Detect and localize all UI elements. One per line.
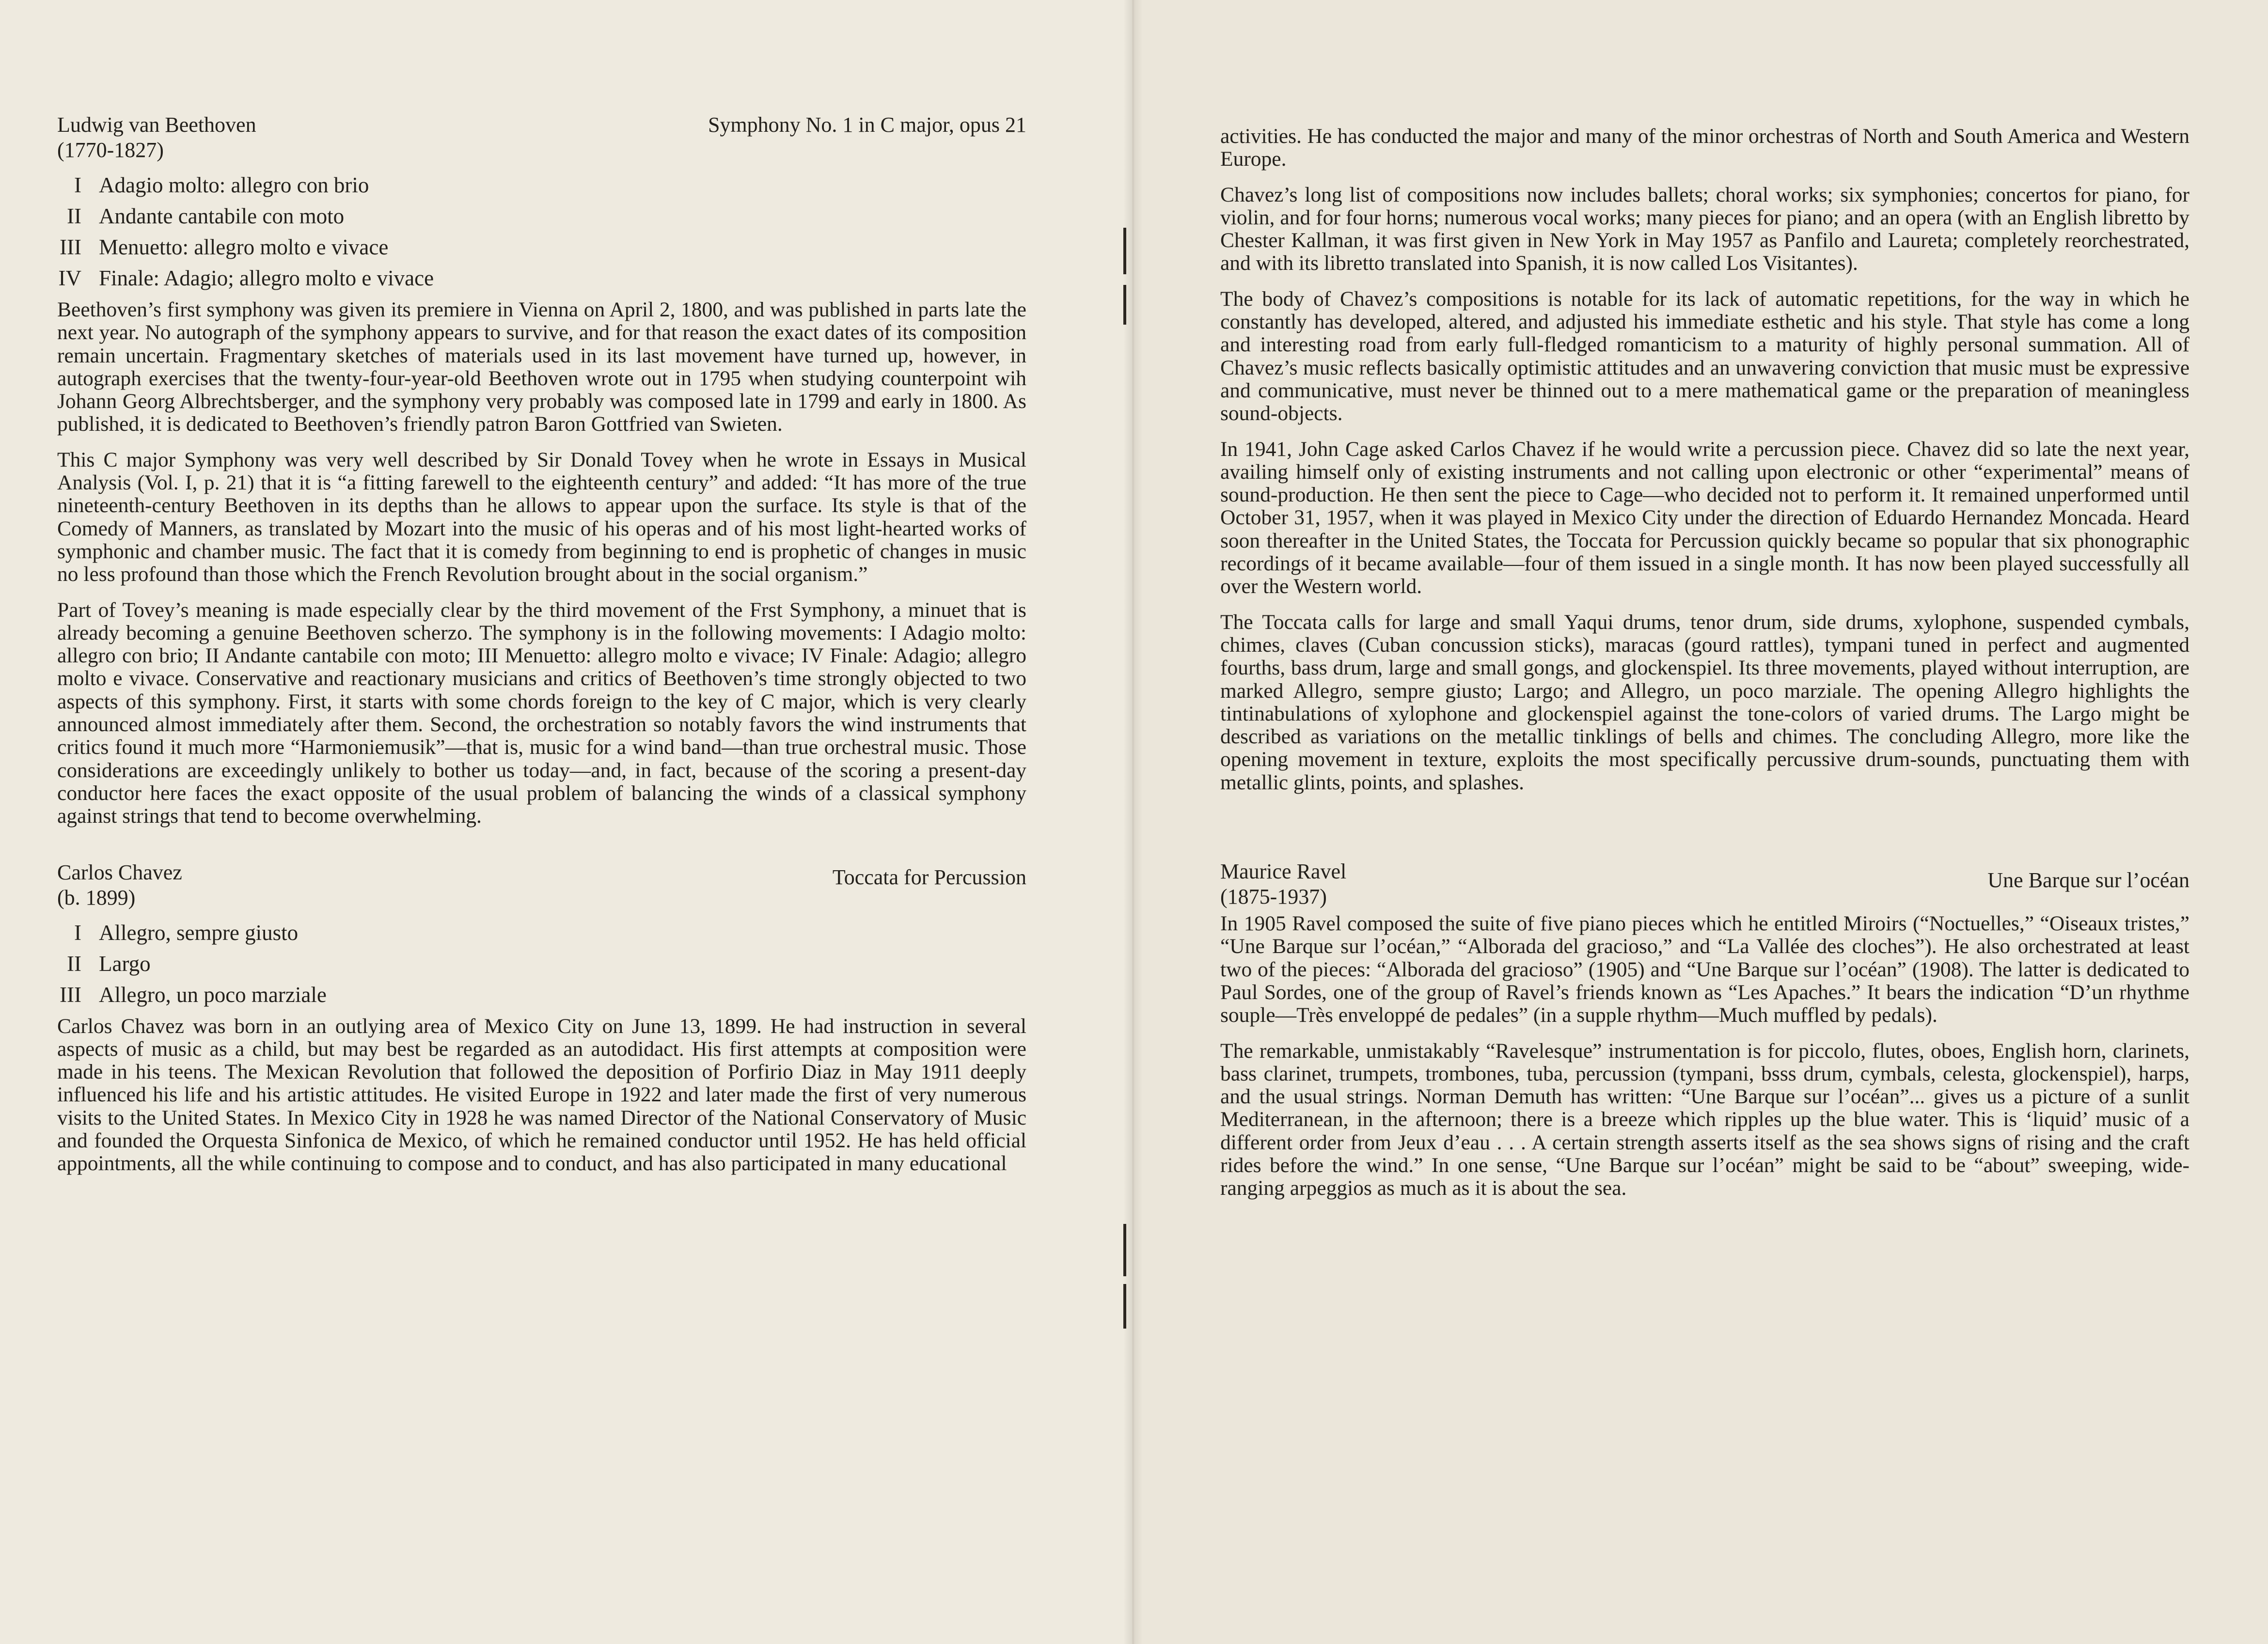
body-paragraph: Part of Tovey’s meaning is made especially clear by the third movement of the Frst Symphony, a minuet that is already becoming a genuine Beethoven scherzo. The symphony is in the following movements: I Adagio molto: allegro con brio; II Andante cantabile con moto; III Menuetto: allegro molto e vivace; IV Finale: Adagio; allegro molto e vivace. Conservative and reactionary musicians and critics of Beethoven’s time strongly objected to two aspects of this symphony. First, it starts with some chords foreign to the key of C major, which is very clearly announced almost immediately after them. Second, the orchestration so notably favors the wind instruments that critics found it much more “Harmoniemusik”—that is, music for a wind band—than true orchestral music. Those considerations are exceedingly unlikely to bother us today—and, in fact, because of the scoring a present-day conductor here faces the exact opposite of the usual problem of balancing the winds of a classical symphony against strings that tend to become overwhelming. bbox=[57, 598, 1026, 828]
composer-dates: (b. 1899) bbox=[57, 885, 136, 909]
body-paragraph: Beethoven’s first symphony was given its premiere in Vienna on April 2, 1800, and was published in parts late the next year. No autograph of the symphony appears to survive, and for that reason the exact dates of its composition remain uncertain. Fragmentary sketches of materials used in its last movement have turned up, however, in autograph exercises that the twenty-four-year-old Beethoven wrote out in 1795 when studying counterpoint wih Johann Georg Albrechtsberger, and the symphony very probably was composed late in 1799 and early in 1800. As published, it is dedicated to Beethoven’s friendly patron Baron Gottfried van Swieten. bbox=[57, 298, 1026, 436]
work-title: Toccata for Percussion bbox=[832, 865, 1026, 889]
composer-dates: (1770-1827) bbox=[57, 138, 164, 162]
movement-number: IV bbox=[58, 266, 81, 290]
movement-list bbox=[57, 170, 1026, 294]
movement-title: Adagio molto: allegro con brio bbox=[99, 173, 369, 197]
body-paragraph: activities. He has conducted the major and many of the minor orchestras of North and South America and Western Europe. bbox=[1220, 125, 2189, 171]
movement-title: Allegro, sempre giusto bbox=[99, 920, 299, 945]
movement-number: I bbox=[74, 920, 81, 945]
movement-item bbox=[57, 917, 1026, 948]
movement-item bbox=[57, 232, 1026, 263]
margin-mark bbox=[1123, 1224, 1126, 1276]
left-column bbox=[57, 112, 1026, 1188]
body-paragraph: The remarkable, unmistakably “Ravelesque” instrumentation is for piccolo, flutes, oboes, English horn, clarinets, bass clarinet, trumpets, trombones, tuba, percussion (tympani, bsss drum, cymbals, celesta, glockenspiel), harps, and the usual strings. Norman Demuth has written: “Une Barque sur l’océan”... gives us a picture of a sunlit Mediterranean, in the afternoon; there is a breeze which ripples up the blue water. This is ‘liquid’ music of a different order from Jeux d’eau . . . A certain strength asserts itself as the sea shows signs of rising and the craft rides before the wind.” In one sense, “Une Barque sur l’océan” might be said to be “about” sweeping, wide-ranging arpeggios as much as it is about the sea. bbox=[1220, 1039, 2189, 1200]
movement-title: Andante cantabile con moto bbox=[99, 204, 345, 228]
margin-mark bbox=[1123, 1284, 1126, 1329]
movement-item bbox=[57, 201, 1026, 232]
work-title: Symphony No. 1 in C major, opus 21 bbox=[708, 113, 1026, 137]
body-paragraph: In 1905 Ravel composed the suite of five piano pieces which he entitled Miroirs (“Noctuelles,” “Oiseaux tristes,” “Une Barque sur l’océan,” “Alborada del gracioso,” and “La Vallée des cloches”). He also orchestrated at least two of the pieces: “Alborada del gracioso” (1905) and “Une Barque sur l’océan” (1908). The latter is dedicated to Paul Sordes, one of the group of Ravel’s friends known as “Les Apaches.” It bears the indication “D’un rhythme souple—Très enveloppé de pedales” (in a supple rhythm—Much muffled by pedals). bbox=[1220, 912, 2189, 1027]
body-paragraph: In 1941, John Cage asked Carlos Chavez if he would write a percussion piece. Chavez did so late the next year, availing himself only of existing instruments and not calling upon electronic or other “experimental” means of sound-production. He then sent the piece to Cage—who decided not to perform it. It remained unperformed until October 31, 1957, when it was played in Mexico City under the direction of Eduardo Hernandez Moncada. Heard soon thereafter in the United States, the Toccata for Percussion quickly became so popular that six phonographic recordings of it became available—four of them issued in a single month. It has now been played successfully all over the Western world. bbox=[1220, 437, 2189, 598]
movement-title: Finale: Adagio; allegro molto e vivace bbox=[99, 266, 434, 290]
movement-number: III bbox=[60, 982, 81, 1007]
movement-item bbox=[57, 948, 1026, 979]
body-paragraph: The body of Chavez’s compositions is notable for its lack of automatic repetitions, for the way in which he constantly has developed, altered, and adjusted his immediate esthetic and his style. That style has come a long and interesting road from early full-fledged romanticism to a maturity of highly personal summation. All of Chavez’s music reflects basically optimistic attitudes and an unwavering conviction that music must be expressive and communicative, must never be thinned out to a mere mathematical game or the preparation of meaningless sound-objects. bbox=[1220, 287, 2189, 425]
chavez-header bbox=[57, 860, 1026, 910]
right-column bbox=[1220, 125, 2189, 1213]
margin-mark bbox=[1123, 228, 1126, 274]
composer-dates: (1875-1937) bbox=[1220, 885, 1327, 909]
movement-list bbox=[57, 917, 1026, 1010]
work-title: Une Barque sur l’océan bbox=[1987, 868, 2189, 892]
movement-item bbox=[57, 170, 1026, 201]
body-paragraph: Chavez’s long list of compositions now includes ballets; choral works; six symphonies; concertos for piano, for violin, and for four horns; numerous vocal works; many pieces for piano; and an opera (with an English libretto by Chester Kallman, it was first given in New York in May 1957 as Panfilo and Laureta; completely reorchestrated, and with its libretto translated into Spanish, it is now called Los Visitantes). bbox=[1220, 183, 2189, 275]
margin-mark bbox=[1123, 285, 1126, 325]
movement-item bbox=[57, 263, 1026, 294]
movement-title: Menuetto: allegro molto e vivace bbox=[99, 235, 389, 259]
composer-name: Ludwig van Beethoven bbox=[57, 113, 256, 137]
body-paragraph: The Toccata calls for large and small Yaqui drums, tenor drum, side drums, xylophone, suspended cymbals, chimes, claves (Cuban concussion sticks), maracas (gourd rattles), tympani tuned in perfect and augmented fourths, bass drum, large and small gongs, and glockenspiel. Its three movements, played without interruption, are marked Allegro, sempre giusto; Largo; and Allegro, un poco marziale. The opening Allegro highlights the tintinabulations of xylophone and glockenspiel against the tone-colors of varied drums. The Largo might be described as variations on the metallic tinklings of bells and chimes. The concluding Allegro, more like the opening movement in texture, exploits the most specifically percussive drum-sounds, punctuating them with metallic glints, points, and splashes. bbox=[1220, 610, 2189, 794]
composer-name: Maurice Ravel bbox=[1220, 860, 1347, 884]
movement-title: Largo bbox=[99, 951, 151, 976]
movement-number: III bbox=[60, 235, 81, 259]
movement-number: II bbox=[67, 951, 81, 976]
movement-item bbox=[57, 979, 1026, 1010]
beethoven-header bbox=[57, 112, 1026, 163]
body-paragraph: Carlos Chavez was born in an outlying area of Mexico City on June 13, 1899. He had instruction in several aspects of music as a child, but may best be regarded as an autodidact. His first attempts at composition were made in his teens. The Mexican Revolution that followed the deposition of Porfirio Diaz in May 1911 deeply influenced his life and his artistic attitudes. He visited Europe in 1922 and later made the first of very numerous visits to the United States. In Mexico City in 1928 he was named Director of the National Conservatory of Music and founded the Orquesta Sinfonica de Mexico, of which he remained conductor until 1952. He has held official appointments, all the while continuing to compose and to conduct, and has also participated in many educational bbox=[57, 1014, 1026, 1175]
book-gutter bbox=[1123, 0, 1143, 1644]
ravel-header bbox=[1220, 859, 2189, 909]
movement-title: Allegro, un poco marziale bbox=[99, 982, 327, 1007]
movement-number: I bbox=[74, 173, 81, 197]
body-paragraph: This C major Symphony was very well described by Sir Donald Tovey when he wrote in Essays in Musical Analysis (Vol. I, p. 21) that it is “a fitting farewell to the eighteenth century” and added: “It has more of the true nineteenth-century Beethoven in its depths than he allows to appear upon the surface. Its style is that of the Comedy of Manners, as translated by Mozart into the music of his operas and of his most light-hearted works of symphonic and chamber music. The fact that it is comedy from beginning to end is prophetic of changes in music no less profound than those which the French Revolution brought about in the social organism.” bbox=[57, 448, 1026, 586]
movement-number: II bbox=[67, 204, 81, 228]
composer-name: Carlos Chavez bbox=[57, 860, 182, 884]
